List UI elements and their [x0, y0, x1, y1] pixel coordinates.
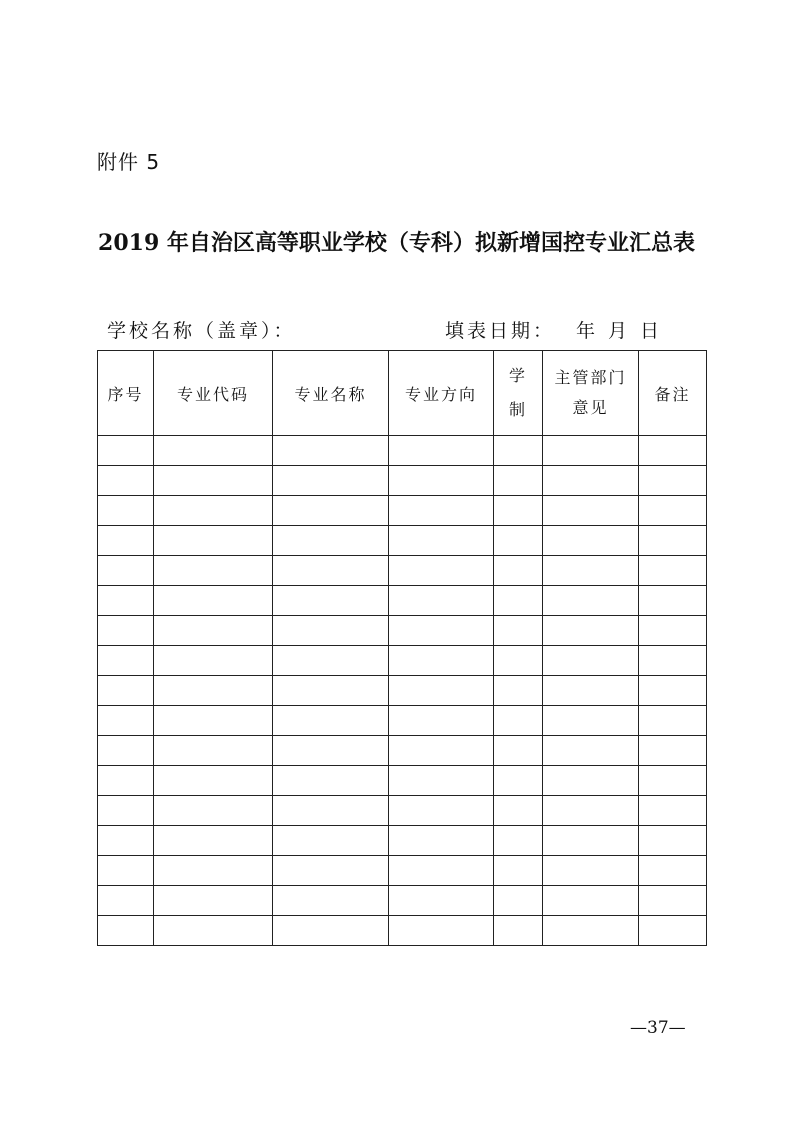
direction-cell[interactable]	[389, 766, 494, 796]
duration-cell[interactable]	[494, 736, 543, 766]
code-cell[interactable]	[154, 436, 273, 466]
seq-cell[interactable]	[98, 616, 154, 646]
remark-cell[interactable]	[639, 466, 707, 496]
direction-cell[interactable]	[389, 586, 494, 616]
name-cell[interactable]	[273, 676, 389, 706]
remark-cell[interactable]	[639, 706, 707, 736]
header-dept-opinion	[543, 351, 639, 436]
dept-opinion-cell[interactable]	[543, 796, 639, 826]
seq-cell[interactable]	[98, 496, 154, 526]
duration-cell[interactable]	[494, 886, 543, 916]
dept-opinion-cell[interactable]	[543, 556, 639, 586]
code-cell[interactable]	[154, 646, 273, 676]
name-cell[interactable]	[273, 436, 389, 466]
seq-cell[interactable]	[98, 526, 154, 556]
date-year-label: 年	[576, 320, 599, 342]
code-cell[interactable]	[154, 826, 273, 856]
seq-cell[interactable]	[98, 556, 154, 586]
duration-cell[interactable]	[494, 706, 543, 736]
table-row	[98, 706, 707, 736]
table-header-row	[98, 351, 707, 436]
code-cell[interactable]	[154, 706, 273, 736]
remark-cell[interactable]	[639, 796, 707, 826]
remark-cell[interactable]	[639, 586, 707, 616]
table-row	[98, 526, 707, 556]
seq-cell[interactable]	[98, 706, 154, 736]
date-day-label: 日	[640, 320, 663, 342]
table-row	[98, 436, 707, 466]
table-row	[98, 466, 707, 496]
header-dept-opinion-line2: 意见	[572, 398, 609, 417]
direction-cell[interactable]	[389, 556, 494, 586]
code-cell[interactable]	[154, 676, 273, 706]
seq-cell[interactable]	[98, 676, 154, 706]
duration-cell[interactable]	[494, 556, 543, 586]
name-cell[interactable]	[273, 736, 389, 766]
remark-cell[interactable]	[639, 616, 707, 646]
direction-cell[interactable]	[389, 466, 494, 496]
dept-opinion-cell[interactable]	[543, 706, 639, 736]
table-row	[98, 556, 707, 586]
duration-cell[interactable]	[494, 826, 543, 856]
direction-cell[interactable]	[389, 526, 494, 556]
table-row	[98, 766, 707, 796]
seq-cell[interactable]	[98, 886, 154, 916]
duration-cell[interactable]	[494, 766, 543, 796]
table-row	[98, 616, 707, 646]
dept-opinion-cell[interactable]	[543, 466, 639, 496]
remark-cell[interactable]	[639, 916, 707, 946]
date-month-label: 月	[608, 320, 631, 342]
duration-cell[interactable]	[494, 676, 543, 706]
fill-date-label: 填表日期：	[445, 320, 556, 342]
name-cell[interactable]	[273, 556, 389, 586]
duration-cell[interactable]	[494, 616, 543, 646]
header-major-direction: 专业方向	[389, 351, 494, 436]
name-cell[interactable]	[273, 526, 389, 556]
name-cell[interactable]	[273, 706, 389, 736]
seq-cell[interactable]	[98, 916, 154, 946]
header-study-duration-line2: 制	[508, 400, 527, 419]
header-dept-opinion-line1: 主管部门	[554, 368, 627, 387]
seq-cell[interactable]	[98, 766, 154, 796]
header-study-duration	[494, 351, 543, 436]
remark-cell[interactable]	[639, 526, 707, 556]
direction-cell[interactable]	[389, 856, 494, 886]
table-row	[98, 826, 707, 856]
code-cell[interactable]	[154, 556, 273, 586]
direction-cell[interactable]	[389, 436, 494, 466]
remark-cell[interactable]	[639, 556, 707, 586]
code-cell[interactable]	[154, 796, 273, 826]
table-row	[98, 586, 707, 616]
direction-cell[interactable]	[389, 616, 494, 646]
dept-opinion-cell[interactable]	[543, 526, 639, 556]
dept-opinion-cell[interactable]	[543, 586, 639, 616]
duration-cell[interactable]	[494, 916, 543, 946]
name-cell[interactable]	[273, 796, 389, 826]
code-cell[interactable]	[154, 856, 273, 886]
code-cell[interactable]	[154, 766, 273, 796]
duration-cell[interactable]	[494, 796, 543, 826]
dept-opinion-cell[interactable]	[543, 916, 639, 946]
code-cell[interactable]	[154, 466, 273, 496]
dept-opinion-cell[interactable]	[543, 616, 639, 646]
direction-cell[interactable]	[389, 796, 494, 826]
remark-cell[interactable]	[639, 766, 707, 796]
remark-cell[interactable]	[639, 826, 707, 856]
duration-cell[interactable]	[494, 586, 543, 616]
name-cell[interactable]	[273, 646, 389, 676]
name-cell[interactable]	[273, 616, 389, 646]
header-study-duration-line1: 学	[508, 366, 527, 385]
dept-opinion-cell[interactable]	[543, 766, 639, 796]
dept-opinion-cell[interactable]	[543, 856, 639, 886]
table-row	[98, 736, 707, 766]
seq-cell[interactable]	[98, 856, 154, 886]
dept-opinion-cell[interactable]	[543, 496, 639, 526]
header-major-name: 专业名称	[273, 351, 389, 436]
direction-cell[interactable]	[389, 886, 494, 916]
dept-opinion-cell[interactable]	[543, 436, 639, 466]
direction-cell[interactable]	[389, 706, 494, 736]
code-cell[interactable]	[154, 526, 273, 556]
page-number: —37—	[630, 1018, 686, 1038]
header-remark: 备注	[639, 351, 707, 436]
name-cell[interactable]	[273, 886, 389, 916]
duration-cell[interactable]	[494, 646, 543, 676]
name-cell[interactable]	[273, 826, 389, 856]
table-row	[98, 796, 707, 826]
header-seq: 序号	[98, 351, 154, 436]
dept-opinion-cell[interactable]	[543, 676, 639, 706]
seq-cell[interactable]	[98, 736, 154, 766]
summary-table	[97, 350, 707, 946]
direction-cell[interactable]	[389, 646, 494, 676]
direction-cell[interactable]	[389, 676, 494, 706]
duration-cell[interactable]	[494, 466, 543, 496]
table-row	[98, 496, 707, 526]
direction-cell[interactable]	[389, 916, 494, 946]
remark-cell[interactable]	[639, 856, 707, 886]
name-cell[interactable]	[273, 856, 389, 886]
attachment-label: 附件 5	[97, 150, 161, 174]
name-cell[interactable]	[273, 586, 389, 616]
duration-cell[interactable]	[494, 526, 543, 556]
header-major-code: 专业代码	[154, 351, 273, 436]
remark-cell[interactable]	[639, 436, 707, 466]
dept-opinion-cell[interactable]	[543, 826, 639, 856]
name-cell[interactable]	[273, 916, 389, 946]
table-body	[98, 436, 707, 946]
table-row	[98, 886, 707, 916]
direction-cell[interactable]	[389, 736, 494, 766]
code-cell[interactable]	[154, 916, 273, 946]
duration-cell[interactable]	[494, 856, 543, 886]
dept-opinion-cell[interactable]	[543, 646, 639, 676]
school-name-label: 学校名称（盖章）：	[107, 320, 296, 342]
remark-cell[interactable]	[639, 646, 707, 676]
code-cell[interactable]	[154, 586, 273, 616]
duration-cell[interactable]	[494, 496, 543, 526]
name-cell[interactable]	[273, 766, 389, 796]
table-row	[98, 676, 707, 706]
dept-opinion-cell[interactable]	[543, 886, 639, 916]
name-cell[interactable]	[273, 496, 389, 526]
seq-cell[interactable]	[98, 796, 154, 826]
seq-cell[interactable]	[98, 586, 154, 616]
code-cell[interactable]	[154, 886, 273, 916]
table-row	[98, 916, 707, 946]
remark-cell[interactable]	[639, 496, 707, 526]
page-title: 2019 年自治区高等职业学校（专科）拟新增国控专业汇总表	[98, 230, 695, 256]
remark-cell[interactable]	[639, 886, 707, 916]
direction-cell[interactable]	[389, 496, 494, 526]
name-cell[interactable]	[273, 466, 389, 496]
table-row	[98, 856, 707, 886]
direction-cell[interactable]	[389, 826, 494, 856]
code-cell[interactable]	[154, 736, 273, 766]
code-cell[interactable]	[154, 616, 273, 646]
remark-cell[interactable]	[639, 736, 707, 766]
remark-cell[interactable]	[639, 676, 707, 706]
dept-opinion-cell[interactable]	[543, 736, 639, 766]
seq-cell[interactable]	[98, 466, 154, 496]
code-cell[interactable]	[154, 496, 273, 526]
table-row	[98, 646, 707, 676]
duration-cell[interactable]	[494, 436, 543, 466]
seq-cell[interactable]	[98, 646, 154, 676]
seq-cell[interactable]	[98, 436, 154, 466]
seq-cell[interactable]	[98, 826, 154, 856]
